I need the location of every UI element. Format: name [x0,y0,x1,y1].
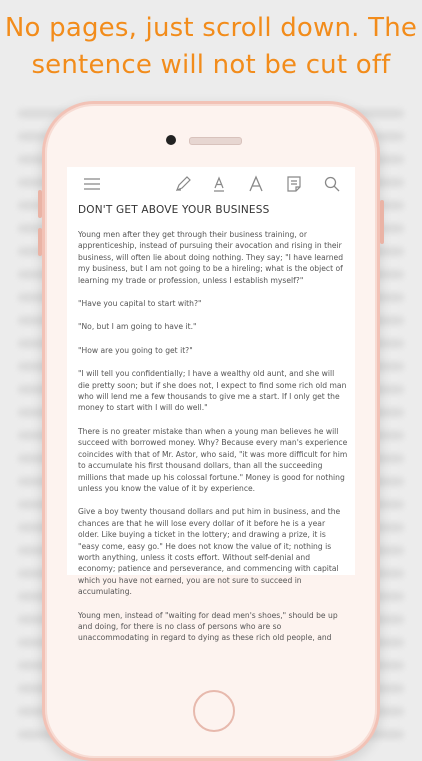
chapter-title: DON'T GET ABOVE YOUR BUSINESS [78,204,270,216]
paragraph: Give a boy twenty thousand dollars and put him in business, and the chances are that he will lose every dollar of it before he is a year older. Like buying a ticket in the lottery; and drawing a prize, it is "easy come, easy go." He does not know the value of it; nothing is worth anything, unless it costs effort. Without self-denial and economy; patience and perseverance, and commencing with capital which you have not earned, you are not sure to succeed in accumulating. [78,507,341,597]
promo-headline [0,10,422,84]
font-smaller-icon[interactable] [210,175,228,193]
paragraph: "I will tell you confidentially; I have a wealthy old aunt, and she will die pretty soon; but if she does not, I expect to find some rich old man who will lend me a few thousands to give me a start. If I only get the money to start with I will do well." [78,369,347,413]
paragraph: Young men, instead of "waiting for dead men's shoes," should be up and doing, for there is no class of persons who are so unaccommodating in regard to dying as these rich old people, and [78,610,338,643]
headline-line-2: sentence will not be cut off [31,50,391,80]
volume-up-button [38,190,42,218]
power-button [380,200,384,244]
earpiece-speaker [189,137,242,145]
front-camera [166,135,176,145]
menu-icon[interactable] [83,175,101,193]
paragraph: Young men after they get through their business training, or apprenticeship, instead of pursuing their avocation and rising in their business, will often lie about doing nothing. They say; "I have learned my business, but I am not going to be a hireling; what is the object of learning my trade or profession, unless I establish myself?" [78,230,344,285]
font-larger-icon[interactable] [247,175,265,193]
paragraph: "No, but I am going to have it." [78,322,197,332]
headline-line-1: No pages, just scroll down. The [4,13,418,43]
reader-screen [67,167,355,643]
volume-down-button [38,228,42,256]
home-button[interactable] [193,690,235,732]
search-icon[interactable] [323,175,341,193]
paragraph: There is no greater mistake than when a young man believes he will succeed with borrowed money. Why? Because every man's experience coincides with that of Mr. Astor, who said, "it was more difficult for him to accumulate his first thousand dollars, than all the succeeding millions that made up his colossal fortune." Money is good for nothing unless you know the value of it by experience. [78,426,348,493]
chapter-text [78,229,348,656]
highlighter-icon[interactable] [174,175,192,193]
paragraph: "How are you going to get it?" [78,345,193,355]
paragraph: "Have you capital to start with?" [78,299,202,309]
reader-toolbar [67,167,355,201]
notes-icon[interactable] [285,175,303,193]
